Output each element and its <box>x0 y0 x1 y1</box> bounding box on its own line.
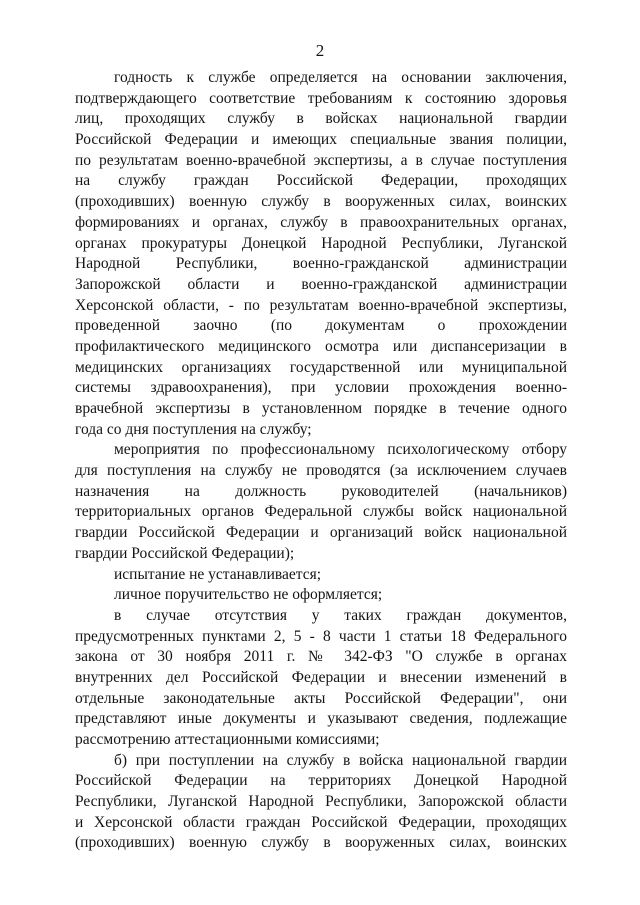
document-body <box>75 68 567 854</box>
text-line: на службу граждан Российской Федерации, проходящих <box>75 172 567 190</box>
text-line: представляют иные документы и указывают сведения, подлежащие <box>75 710 567 728</box>
text-line: гвардии Российской Федерации и организаций войск национальной <box>75 524 567 542</box>
text-line: назначения на должность руководителей (начальников) <box>75 482 567 500</box>
text-line: профилактического медицинского осмотра или диспансеризации в <box>75 337 567 355</box>
text-line: и Херсонской области граждан Российской Федерации, проходящих <box>75 813 567 831</box>
text-line: Херсонской области, - по результатам военно-врачебной экспертизы, <box>75 296 567 314</box>
text-line: формированиях и органах, службу в правоохранительных органах, <box>75 213 567 231</box>
text-line: внутренних дел Российской Федерации и внесении изменений в <box>75 668 567 686</box>
text-line: Республики, Луганской Народной Республики, Запорожской области <box>75 793 567 811</box>
page-number: 2 <box>315 41 325 60</box>
text-line: (проходивших) военную службу в вооруженных силах, воинских <box>75 193 567 211</box>
text-line: рассмотрению аттестационными комиссиями; <box>75 731 380 748</box>
text-line: врачебной экспертизы в установленном порядке в течение одного <box>75 400 567 417</box>
text-line: Российской Федерации на территориях Донецкой Народной <box>75 772 567 790</box>
text-line: мероприятия по профессиональному психологическому отбору <box>114 441 567 459</box>
text-line: б) при поступлении на службу в войска национальной гвардии <box>114 751 567 769</box>
text-line: закона от 30 ноября 2011 г. № 342-ФЗ "О службе в органах <box>75 648 567 666</box>
text-line: проведенной заочно (по документам о прохождении <box>75 317 567 335</box>
text-line: системы здравоохранения), при условии прохождения военно- <box>75 379 567 397</box>
text-line: (проходивших) военную службу в вооруженных силах, воинских <box>75 834 567 852</box>
text-line: территориальных органов Федеральной службы войск национальной <box>75 503 567 521</box>
text-line: годность к службе определяется на основании заключения, <box>114 69 567 86</box>
text-line: испытание не устанавливается; <box>114 565 322 583</box>
text-line: предусмотренных пунктами 2, 5 - 8 части 1 статьи 18 Федерального <box>75 627 567 645</box>
text-line: органах прокуратуры Донецкой Народной Республики, Луганской <box>75 234 567 252</box>
text-line: подтверждающего соответствие требованиям к состоянию здоровья <box>75 89 567 107</box>
text-line: медицинских организациях государственной или муниципальной <box>75 358 567 376</box>
text-line: в случае отсутствия у таких граждан документов, <box>114 606 567 624</box>
text-line: отдельные законодательные акты Российской Федерации", они <box>75 689 567 707</box>
text-line: для поступления на службу не проводятся (за исключением случаев <box>75 462 567 480</box>
text-line: лиц, проходящих службу в войсках национальной гвардии <box>75 110 567 128</box>
text-line: Народной Республики, военно-гражданской администрации <box>75 255 567 273</box>
text-line: Запорожской области и военно-гражданской администрации <box>75 275 567 293</box>
text-line: года со дня поступления на службу; <box>75 420 312 438</box>
text-line: личное поручительство не оформляется; <box>114 586 383 604</box>
text-line: по результатам военно-врачебной экспертизы, а в случае поступления <box>75 151 567 169</box>
text-line: Российской Федерации и имеющих специальные звания полиции, <box>75 131 567 149</box>
text-line: гвардии Российской Федерации); <box>75 544 295 562</box>
